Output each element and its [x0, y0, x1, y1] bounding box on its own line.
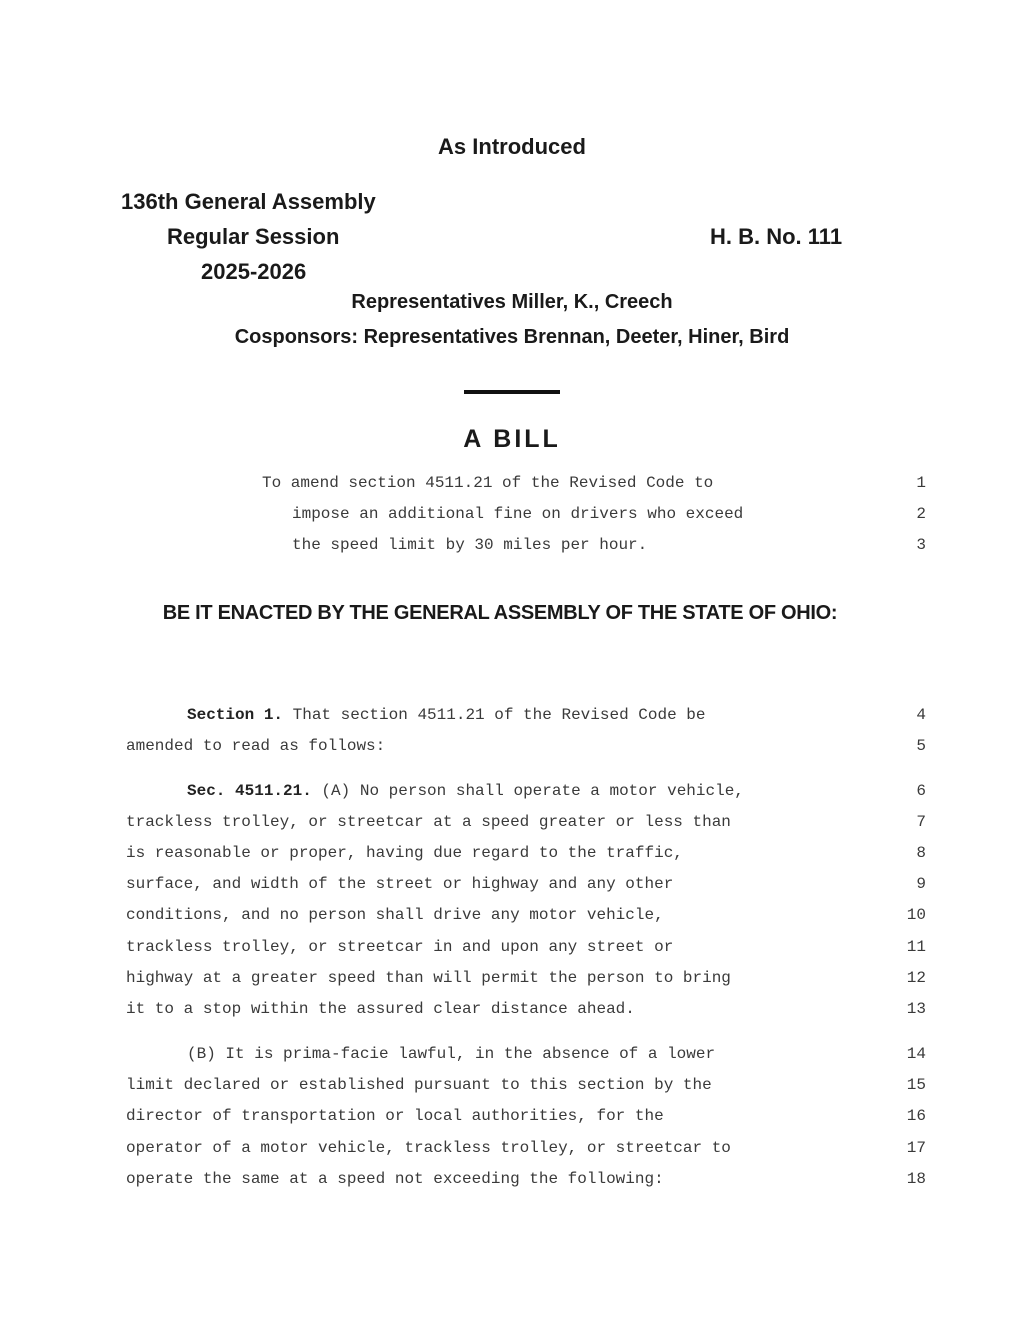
divider-rule: [464, 390, 560, 394]
section-label: Section 1.: [187, 706, 284, 724]
section-line-text: [187, 782, 744, 800]
section-line: [0, 1045, 1024, 1069]
section-line-text: conditions, and no person shall drive any motor vehicle,: [126, 906, 664, 924]
section-line-text: amended to read as follows:: [126, 737, 386, 755]
section-line-text: [187, 706, 705, 724]
section-line: [0, 1107, 1024, 1131]
line-number: 16: [906, 1107, 926, 1125]
line-number: 18: [906, 1170, 926, 1188]
title-line: [0, 474, 1024, 498]
section-line-text: highway at a greater speed than will permit the person to bring: [126, 969, 731, 987]
general-assembly: 136th General Assembly: [121, 189, 376, 214]
section-line: [0, 969, 1024, 993]
title-line-text: impose an additional fine on drivers who exceed: [292, 505, 744, 523]
section-line-text: is reasonable or proper, having due regard to the traffic,: [126, 844, 683, 862]
section-line-text: it to a stop within the assured clear distance ahead.: [126, 1000, 635, 1018]
line-number: 12: [906, 969, 926, 987]
section-line-text: operator of a motor vehicle, trackless trolley, or streetcar to: [126, 1139, 731, 1157]
section-line: [0, 813, 1024, 837]
section-line-text: (B) It is prima-facie lawful, in the absence of a lower: [187, 1045, 716, 1063]
line-number: 6: [916, 782, 926, 800]
section-line: [0, 875, 1024, 899]
section-line-text: limit declared or established pursuant to this section by the: [126, 1076, 712, 1094]
section-line: [0, 906, 1024, 930]
section-line: [0, 737, 1024, 761]
section-line: [0, 706, 1024, 730]
section-label: Sec. 4511.21.: [187, 782, 312, 800]
session-name: Regular Session: [167, 224, 340, 249]
line-number: 10: [906, 906, 926, 924]
bill-number: H. B. No. 111: [710, 224, 843, 249]
section-line: [0, 1076, 1024, 1100]
section-line: [0, 782, 1024, 806]
line-number: 3: [916, 536, 926, 554]
line-number: 4: [916, 706, 926, 724]
line-number: 5: [916, 737, 926, 755]
line-number: 9: [916, 875, 926, 893]
title-line: [0, 505, 1024, 529]
title-line: [0, 536, 1024, 560]
line-number: 17: [906, 1139, 926, 1157]
line-number: 8: [916, 844, 926, 862]
section-line-text: trackless trolley, or streetcar in and upon any street or: [126, 938, 674, 956]
section-line: [0, 1170, 1024, 1194]
title-line-text: To amend section 4511.21 of the Revised Code to: [262, 474, 714, 492]
section-line-text: director of transportation or local authorities, for the: [126, 1107, 664, 1125]
line-number: 2: [916, 505, 926, 523]
section-line-text: operate the same at a speed not exceeding the following:: [126, 1170, 664, 1188]
section-line: [0, 1000, 1024, 1024]
cosponsors: Cosponsors: Representatives Brennan, Deeter, Hiner, Bird: [234, 326, 790, 348]
line-number: 14: [906, 1045, 926, 1063]
enacting-clause: BE IT ENACTED BY THE GENERAL ASSEMBLY OF THE STATE OF OHIO:: [162, 602, 838, 624]
section-line-text: surface, and width of the street or highway and any other: [126, 875, 674, 893]
line-number: 13: [906, 1000, 926, 1018]
line-number: 7: [916, 813, 926, 831]
bill-status: As Introduced: [438, 134, 586, 159]
sponsors: Representatives Miller, K., Creech: [351, 291, 673, 313]
line-number: 15: [906, 1076, 926, 1094]
section-line: [0, 1139, 1024, 1163]
line-number: 1: [916, 474, 926, 492]
section-line: [0, 938, 1024, 962]
section-text: That section 4511.21 of the Revised Code be: [283, 706, 706, 724]
line-number: 11: [906, 938, 926, 956]
section-text: (A) No person shall operate a motor vehicle,: [311, 782, 744, 800]
title-line-text: the speed limit by 30 miles per hour.: [292, 536, 648, 554]
section-line-text: trackless trolley, or streetcar at a speed greater or less than: [126, 813, 731, 831]
session-years: 2025-2026: [201, 259, 307, 284]
bill-heading: A BILL: [463, 425, 561, 453]
section-line: [0, 844, 1024, 868]
